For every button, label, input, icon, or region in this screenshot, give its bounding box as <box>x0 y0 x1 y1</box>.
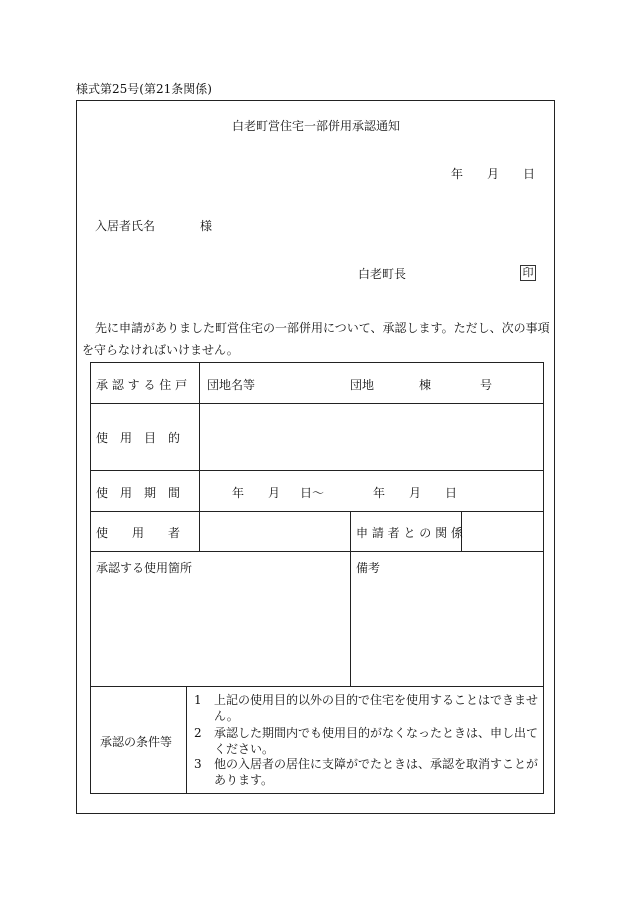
condition-text-cont: ください。 <box>214 742 275 756</box>
period-start-day: 日〜 <box>300 486 325 500</box>
body-text-line2: を守らなければいけません。 <box>82 343 239 357</box>
addressee-honorific: 様 <box>200 219 213 233</box>
danchi-name-label: 団地名等 <box>207 378 256 392</box>
purpose-label: 使 用 目 的 <box>96 431 181 445</box>
period-start-year: 年 <box>232 486 245 500</box>
issuer-name: 白老町長 <box>358 267 407 281</box>
conditions-label: 承認の条件等 <box>100 735 173 749</box>
building-label: 棟 <box>419 378 432 392</box>
unit-label: 号 <box>480 378 493 392</box>
remarks-label: 備考 <box>356 561 381 575</box>
condition-item <box>194 756 544 788</box>
condition-item <box>194 692 544 724</box>
condition-number: 2 <box>194 726 202 740</box>
danchi-label: 団地 <box>350 378 375 392</box>
housing-label: 承 認 す る 住 戸 <box>96 378 188 392</box>
condition-number: 3 <box>194 757 202 771</box>
seal-mark: 印 <box>520 265 536 281</box>
period-end-month: 月 <box>409 486 422 500</box>
condition-item <box>194 725 544 757</box>
addressee-label: 入居者氏名 <box>95 219 156 233</box>
condition-text: 他の入居者の居住に支障がでたときは、承認を取消すことが <box>214 757 539 771</box>
condition-text-cont: あります。 <box>214 773 274 787</box>
user-label: 使 用 者 <box>96 526 181 540</box>
date-month: 月 <box>487 167 500 181</box>
location-label: 承認する使用箇所 <box>96 561 193 575</box>
condition-text: 承認した期間内でも使用目的がなくなったときは、申し出て <box>214 726 539 740</box>
condition-text: 上記の使用目的以外の目的で住宅を使用することはできませ <box>214 693 539 707</box>
date-year: 年 <box>451 167 464 181</box>
condition-number: 1 <box>194 693 202 707</box>
period-label: 使 用 期 間 <box>96 486 181 500</box>
date-day: 日 <box>523 167 536 181</box>
form-number: 様式第25号(第21条関係) <box>76 82 212 96</box>
period-start-month: 月 <box>268 486 281 500</box>
period-end-year: 年 <box>373 486 386 500</box>
condition-text-cont: ん。 <box>214 709 239 723</box>
relation-label: 申 請 者 と の 関 係 <box>356 526 463 540</box>
form-title: 白老町営住宅一部併用承認通知 <box>232 119 401 133</box>
body-text-line1: 先に申請がありました町営住宅の一部併用について、承認します。ただし、次の事項 <box>95 321 550 335</box>
period-end-day: 日 <box>445 486 458 500</box>
